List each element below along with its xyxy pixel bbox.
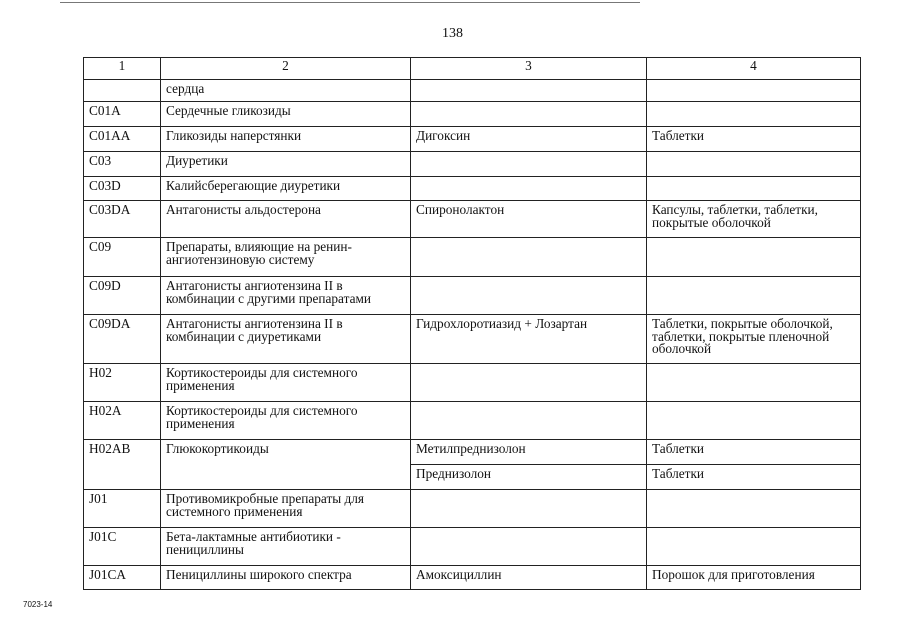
- drug-name: [411, 152, 647, 177]
- dosage-form: [647, 528, 861, 566]
- table-row: [84, 315, 861, 364]
- atc-code: C01A: [84, 102, 161, 127]
- group-name: Гликозиды наперстянки: [161, 127, 411, 152]
- table-row: [84, 490, 861, 528]
- dosage-form: [647, 402, 861, 440]
- table-header: [84, 58, 861, 80]
- dosage-form: [647, 490, 861, 528]
- table-row: [84, 80, 861, 102]
- group-name: Антагонисты ангиотензина II в комбинации с диуретиками: [161, 315, 411, 364]
- header-col-1: 1: [84, 58, 161, 80]
- group-name: Глюкокортикоиды: [161, 440, 411, 490]
- table-row: [84, 440, 861, 465]
- drug-name: [411, 364, 647, 402]
- header-col-4: 4: [647, 58, 861, 80]
- atc-code: H02A: [84, 402, 161, 440]
- atc-code: J01CA: [84, 566, 161, 590]
- drug-name: [411, 490, 647, 528]
- drug-name: [411, 80, 647, 102]
- dosage-form: Таблетки: [647, 127, 861, 152]
- group-name: Диуретики: [161, 152, 411, 177]
- table-row: [84, 152, 861, 177]
- group-name: Противомикробные препараты для системного применения: [161, 490, 411, 528]
- drug-name: Спиронолактон: [411, 201, 647, 238]
- drug-name: [411, 402, 647, 440]
- dosage-form: [647, 102, 861, 127]
- atc-code: H02: [84, 364, 161, 402]
- dosage-form: Капсулы, таблетки, таблетки, покрытые оболочкой: [647, 201, 861, 238]
- drug-name: Дигоксин: [411, 127, 647, 152]
- header-col-2: 2: [161, 58, 411, 80]
- table-row: [84, 201, 861, 238]
- drug-name: [411, 528, 647, 566]
- dosage-form: Порошок для приготовления: [647, 566, 861, 590]
- group-name: Бета-лактамные антибиотики - пенициллины: [161, 528, 411, 566]
- drug-name: Амоксициллин: [411, 566, 647, 590]
- drug-name: Гидрохлоротиазид + Лозартан: [411, 315, 647, 364]
- atc-code: C03D: [84, 177, 161, 201]
- table-body: [84, 80, 861, 590]
- group-name: Сердечные гликозиды: [161, 102, 411, 127]
- atc-code: C01AA: [84, 127, 161, 152]
- atc-code: C09D: [84, 277, 161, 315]
- dosage-form: [647, 277, 861, 315]
- atc-code: [84, 80, 161, 102]
- page-number: 138: [442, 26, 463, 41]
- drug-name: Метилпреднизолон: [411, 440, 647, 465]
- atc-code: C09: [84, 238, 161, 277]
- group-name: Кортикостероиды для системного применения: [161, 402, 411, 440]
- atc-code: C09DA: [84, 315, 161, 364]
- atc-code: C03DA: [84, 201, 161, 238]
- drug-name: Преднизолон: [411, 465, 647, 490]
- top-scan-line: [60, 2, 640, 3]
- drug-name: [411, 238, 647, 277]
- table-row: [84, 277, 861, 315]
- group-name: Кортикостероиды для системного применения: [161, 364, 411, 402]
- group-name: Пенициллины широкого спектра: [161, 566, 411, 590]
- atc-code: C03: [84, 152, 161, 177]
- header-col-3: 3: [411, 58, 647, 80]
- dosage-form: [647, 238, 861, 277]
- group-name: Антагонисты ангиотензина II в комбинации с другими препаратами: [161, 277, 411, 315]
- dosage-form: Таблетки: [647, 465, 861, 490]
- dosage-form: [647, 177, 861, 201]
- table-row: [84, 402, 861, 440]
- drug-name: [411, 177, 647, 201]
- group-name: Калийсберегающие диуретики: [161, 177, 411, 201]
- drug-name: [411, 102, 647, 127]
- dosage-form: [647, 152, 861, 177]
- table-row: [84, 127, 861, 152]
- group-name: сердца: [161, 80, 411, 102]
- header-row: [84, 58, 861, 80]
- table-row: [84, 566, 861, 590]
- table-row: [84, 238, 861, 277]
- table-row: [84, 102, 861, 127]
- drug-classification-table: [83, 57, 861, 590]
- atc-code: H02AB: [84, 440, 161, 490]
- dosage-form: [647, 80, 861, 102]
- group-name: Препараты, влияющие на ренин-ангиотензиновую систему: [161, 238, 411, 277]
- table-row: [84, 177, 861, 201]
- table-row: [84, 528, 861, 566]
- dosage-form: Таблетки: [647, 440, 861, 465]
- drug-name: [411, 277, 647, 315]
- atc-code: J01: [84, 490, 161, 528]
- dosage-form: Таблетки, покрытые оболочкой, таблетки, покрытые пленочной оболочкой: [647, 315, 861, 364]
- document-code: 7023-14: [23, 600, 53, 609]
- dosage-form: [647, 364, 861, 402]
- table-row: [84, 364, 861, 402]
- group-name: Антагонисты альдостерона: [161, 201, 411, 238]
- atc-code: J01C: [84, 528, 161, 566]
